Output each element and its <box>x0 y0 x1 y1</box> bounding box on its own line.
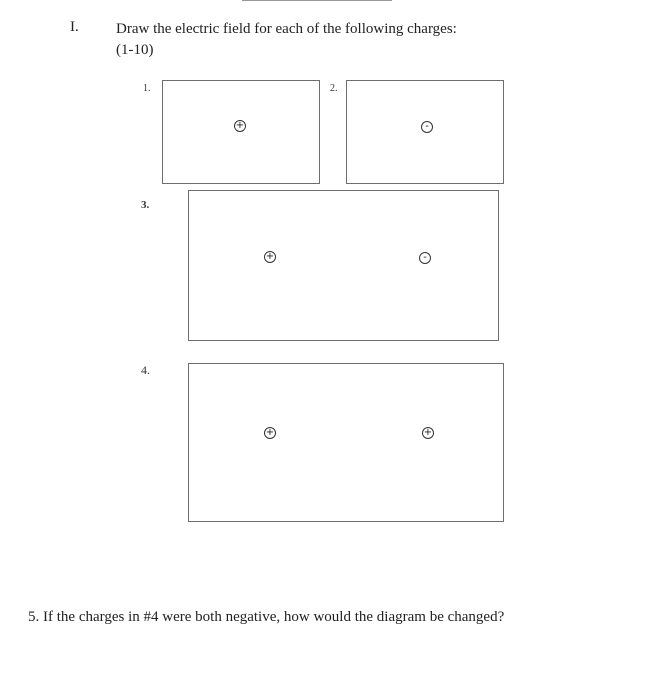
diagram-1-box[interactable] <box>162 80 320 184</box>
diagram-2-box[interactable] <box>346 80 504 184</box>
diagram-3-number: 3. <box>141 199 150 211</box>
positive-charge-icon: + <box>265 427 275 438</box>
instructions <box>116 19 457 61</box>
top-divider-line <box>242 0 392 1</box>
problem-range: (1-10) <box>116 42 154 58</box>
positive-charge-icon: + <box>235 120 245 131</box>
diagram-4-box[interactable] <box>188 363 504 522</box>
instruction-text: Draw the electric field for each of the following charges: <box>116 21 457 37</box>
diagram-4-number: 4. <box>141 363 150 377</box>
negative-charge-icon: - <box>419 252 431 264</box>
question-5: 5. If the charges in #4 were both negative, how would the diagram be changed? <box>28 609 505 625</box>
diagram-1-number: 1. <box>143 83 151 94</box>
positive-charge-icon: + <box>265 251 275 262</box>
negative-charge-icon: - <box>421 121 433 133</box>
section-numeral: I. <box>70 19 79 35</box>
diagram-3-box[interactable] <box>188 190 499 341</box>
diagram-2-number: 2. <box>330 83 338 94</box>
positive-charge-icon: + <box>423 427 433 438</box>
